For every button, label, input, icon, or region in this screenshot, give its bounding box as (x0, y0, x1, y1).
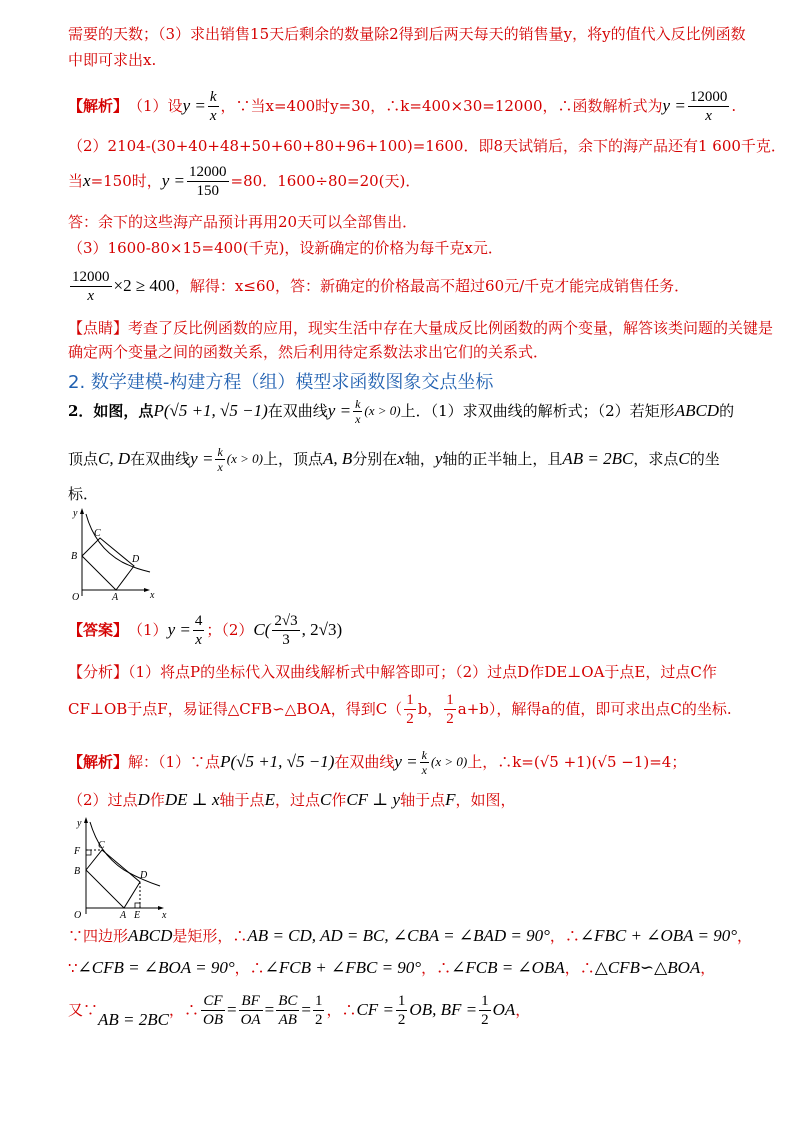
l2-de: DE ⊥ x (164, 790, 220, 809)
p1-a: ∵四边形 (68, 927, 129, 945)
jiexi-b: 在双曲线 (334, 753, 395, 771)
l2-h: 轴于点 (400, 791, 446, 809)
fig1-label-x: x (150, 590, 155, 601)
fig2-label-a: A (120, 910, 127, 921)
q2b-g: ，求点 (633, 450, 679, 468)
p1-d: ， (737, 927, 753, 945)
section-title: 2. 数学建模-构建方程（组）模型求函数图象交点坐标 (68, 372, 494, 393)
fraction-cf-ob: $\frac{CF}{OB}$ (203, 992, 223, 1028)
jiexi-a: 解：（1）∵点 (128, 753, 221, 771)
q2b-eq: AB = 2BC (562, 449, 634, 468)
answer-line (68, 608, 342, 652)
p2-m3: ∠FCB = ∠OBA (451, 958, 565, 977)
analysis-end: . (731, 97, 737, 115)
jiexi-tag: 【解析】 (68, 753, 129, 771)
fig2-label-x: x (162, 910, 167, 921)
fraction-half-5: $\frac{1}{2}$ (481, 992, 489, 1028)
p2-d: ，∴ (564, 959, 595, 977)
q2b-cond: (x > 0) (226, 451, 263, 466)
q2b-y: y = (190, 449, 214, 468)
p2-m2: ∠FCB + ∠FBC = 90° (264, 958, 422, 977)
text-line-10: 确定两个变量之间的函数关系，然后利用待定系数法求出它们的关系式． (68, 343, 549, 361)
text-line-7: （3）1600-80×15=400(千克)，设新确定的价格为每千克x元． (68, 239, 503, 257)
q2b-h: 的坐 (689, 450, 720, 468)
q2-cond: (x > 0) (364, 403, 401, 418)
l2-d: D (137, 790, 150, 809)
q2b-f: 轴的正半轴上，且 (442, 450, 563, 468)
fig2-label-c: C (98, 840, 105, 851)
fig2-label-o: O (74, 910, 82, 921)
fraction-bf-oa: $\frac{BF}{OA}$ (240, 992, 261, 1028)
q2b-b: 在双曲线 (130, 450, 191, 468)
fig1-label-o: O (72, 592, 80, 602)
fraction-half-4: $\frac{1}{2}$ (397, 992, 406, 1028)
fraction-half-3: $\frac{1}{2}$ (314, 992, 323, 1028)
p1-c: ，∴ (549, 927, 580, 945)
p3-m3: OA (492, 1000, 516, 1019)
p3-d: ， (515, 1001, 531, 1019)
fraction-half-1: $\frac{1}{2}$ (406, 691, 414, 727)
l8-text: ，解得：x≤60，答：新确定的价格最高不超过60元/千克才能完成销售任务． (174, 277, 690, 295)
text-line-6: 答：余下的这些海产品预计再用20天可以全部售出． (68, 213, 418, 231)
p1-m2: ∠FBC + ∠OBA = 90° (579, 926, 737, 945)
q2-abcd: ABCD (674, 401, 720, 420)
l2-cc: C (319, 790, 332, 809)
p3-eq: AB = 2BC (98, 1010, 169, 1029)
fig1-y-arrow (80, 508, 84, 514)
fraction-bc-ab: $\frac{BC}{AB}$ (278, 992, 298, 1028)
p3-a: 又∵ (68, 1001, 99, 1019)
fig2-rectangle (86, 850, 140, 908)
fenxi2-b: b， (417, 700, 443, 718)
fraction-2root3-over-3: $\frac{2√3}{3}$ (274, 612, 298, 648)
l2-g: 作 (331, 791, 347, 809)
q2b-yy: y (434, 449, 443, 468)
p3-m2: OB, BF = (409, 1000, 478, 1019)
q2-a: 2．如图，点 (68, 402, 154, 420)
l2-e: E (264, 790, 275, 809)
q2b-cc: C (678, 449, 690, 468)
l8-inequality: ×2 ≥ 400 (113, 276, 175, 295)
fig2-right-angle-e (135, 903, 140, 908)
point-p: P(√5 +1, √5 −1) (153, 401, 268, 420)
fig2-hyperbola (90, 822, 160, 886)
fig2-right-angle-f (86, 850, 91, 855)
fraction-12000-over-150: $\frac{12000}{150}$ (189, 163, 227, 199)
question-2-line-2 (68, 440, 720, 478)
jiexi-cond: (x > 0) (431, 754, 468, 769)
l2-f: ，过点 (274, 791, 320, 809)
q2-d: 的 (719, 402, 735, 420)
fraction-k-over-x-q2b: $\frac{k}{x}$ (217, 444, 223, 474)
fig1-label-d: D (132, 554, 140, 565)
analysis-part1: （1）设 (128, 97, 183, 115)
p1-b: 是矩形，∴ (172, 927, 248, 945)
answer-b: ；（2） (206, 621, 254, 639)
figure-2 (64, 814, 174, 922)
answer-c: C( (253, 620, 271, 639)
fraction-12000-over-x: $\frac{12000}{x}$ (689, 88, 728, 124)
text-line-2: 中即可求出x. (68, 51, 157, 69)
q2b-d: 分别在 (352, 450, 398, 468)
proof-line-2 (68, 958, 715, 978)
text-line-8 (68, 264, 689, 308)
fig2-label-y: y (77, 818, 82, 829)
l2-b: 作 (149, 791, 165, 809)
q2b-cd: C, D (98, 449, 131, 468)
l5-b: =150时， (90, 172, 162, 190)
jiexi-point-p: P(√5 +1, √5 −1) (220, 752, 335, 771)
q2b-e: 轴， (404, 450, 435, 468)
p2-e: ， (700, 959, 716, 977)
l2-a: （2）过点 (68, 791, 138, 809)
fig2-label-d: D (140, 870, 148, 881)
q2b-xx: x (397, 449, 405, 468)
p1-abcd: ABCD (128, 926, 173, 945)
equation-y2: y = (662, 96, 686, 115)
question-2-line-3: 标． (68, 485, 99, 503)
answer-d: , 2√3) (301, 620, 343, 639)
analysis-line-1 (68, 86, 736, 126)
jiexi-y: y = (394, 752, 418, 771)
fraction-4-over-x: $\frac{4}{x}$ (194, 612, 203, 648)
l5-a: 当 (68, 172, 84, 190)
fenxi-line-2 (68, 688, 732, 730)
jiexi-c: 上，∴k=(√5 +1)(√5 −1)=4； (467, 753, 687, 771)
q2-c: 上．（1）求双曲线的解析式；（2）若矩形 (400, 402, 675, 420)
l2-ff: F (445, 790, 456, 809)
l5-x: x (83, 171, 91, 190)
l2-i: ，如图， (455, 791, 516, 809)
p1-m1: AB = CD, AD = BC, ∠CBA = ∠BAD = 90° (247, 926, 550, 945)
q2b-c: 上，顶点 (262, 450, 323, 468)
q2b-a: 顶点 (68, 450, 99, 468)
p3-c: ，∴ (326, 1001, 357, 1019)
fig1-label-a: A (112, 592, 119, 602)
q2-b: 在双曲线 (267, 402, 328, 420)
figure-1 (64, 506, 164, 602)
fenxi2-a: CF⊥OB于点F，易证得△CFB∽△BOA，得到C（ (68, 700, 403, 718)
fig1-label-y: y (73, 508, 78, 519)
p3-m1: CF = (356, 1000, 394, 1019)
q2-y: y = (327, 401, 352, 420)
answer-y: y = (167, 620, 191, 639)
answer-tag: 【答案】 (68, 621, 129, 639)
p2-c: ，∴ (421, 959, 452, 977)
solution-line-2 (68, 790, 516, 810)
p2-b: ，∴ (234, 959, 265, 977)
fenxi2-c: a+b），解得a的值，即可求出点C的坐标. (457, 700, 732, 718)
proof-line-1 (68, 926, 752, 946)
answer-a: （1） (128, 621, 168, 639)
p2-a: ∵ (68, 959, 78, 977)
l5-y: y = (161, 171, 186, 190)
text-line-5 (68, 160, 420, 202)
text-line-1: 需要的天数；（3）求出销售15天后剩余的数量除2得到后两天每天的销售量y，将y的值代入反比例函数 (68, 25, 746, 43)
fig2-label-e: E (134, 910, 141, 921)
fraction-12000-over-x-2: $\frac{12000}{x}$ (72, 268, 110, 304)
text-line-9: 【点睛】考查了反比例函数的应用，现实生活中存在大量成反比例函数的两个变量，解答该类问题的关键是 (68, 319, 774, 337)
fraction-k-over-x-q2: $\frac{k}{x}$ (355, 396, 361, 426)
p2-m1: ∠CFB = ∠BOA = 90° (77, 958, 235, 977)
fig2-y-arrow (84, 817, 88, 823)
analysis-tag: 【解析】 (68, 97, 129, 115)
text-line-4: （2）2104-(30+40+48+50+60+80+96+100)=1600．即8天试销后，余下的海产品还有1 600千克． (68, 137, 786, 155)
fraction-k-over-x: $\frac{k}{x}$ (209, 88, 217, 124)
fig2-label-b: B (74, 866, 81, 877)
fig1-label-c: C (94, 528, 101, 539)
fig2-label-f: F (74, 846, 81, 857)
fenxi-line-1: 【分析】（1）将点P的坐标代入双曲线解析式中解答即可；（2）过点D作DE⊥OA于点E，过点C作 (68, 663, 717, 681)
fraction-half-2: $\frac{1}{2}$ (446, 691, 454, 727)
analysis-part2: ，∵当x=400时y=30，∴k=400×30=12000，∴函数解析式为 (220, 97, 663, 115)
q2b-ab: A, B (322, 449, 353, 468)
jiexi-line-1 (68, 742, 686, 782)
equation-y: y = (182, 96, 206, 115)
question-2-line-1 (68, 392, 734, 430)
l2-c: 轴于点 (219, 791, 265, 809)
p3-b: ，∴ (168, 1001, 199, 1019)
fraction-k-over-x-jiexi: $\frac{k}{x}$ (421, 747, 427, 777)
p2-m4: △CFB∽△BOA (594, 958, 701, 977)
proof-line-3: 又∵ AB = 2BC ，∴ $\frac{CF}{OB}$ = $\frac{BF}{OA}$ = $\frac{BC}{AB}$ = $\frac{1}{2}$ ，∴ CF = $\frac{1}{2}$ OB, BF = $\frac{1}{2}$ OA ， (68, 992, 531, 1029)
fig1-label-b: B (71, 551, 78, 562)
l2-cf: CF ⊥ y (346, 790, 401, 809)
l5-c: =80．1600÷80=20(天)． (230, 172, 421, 190)
